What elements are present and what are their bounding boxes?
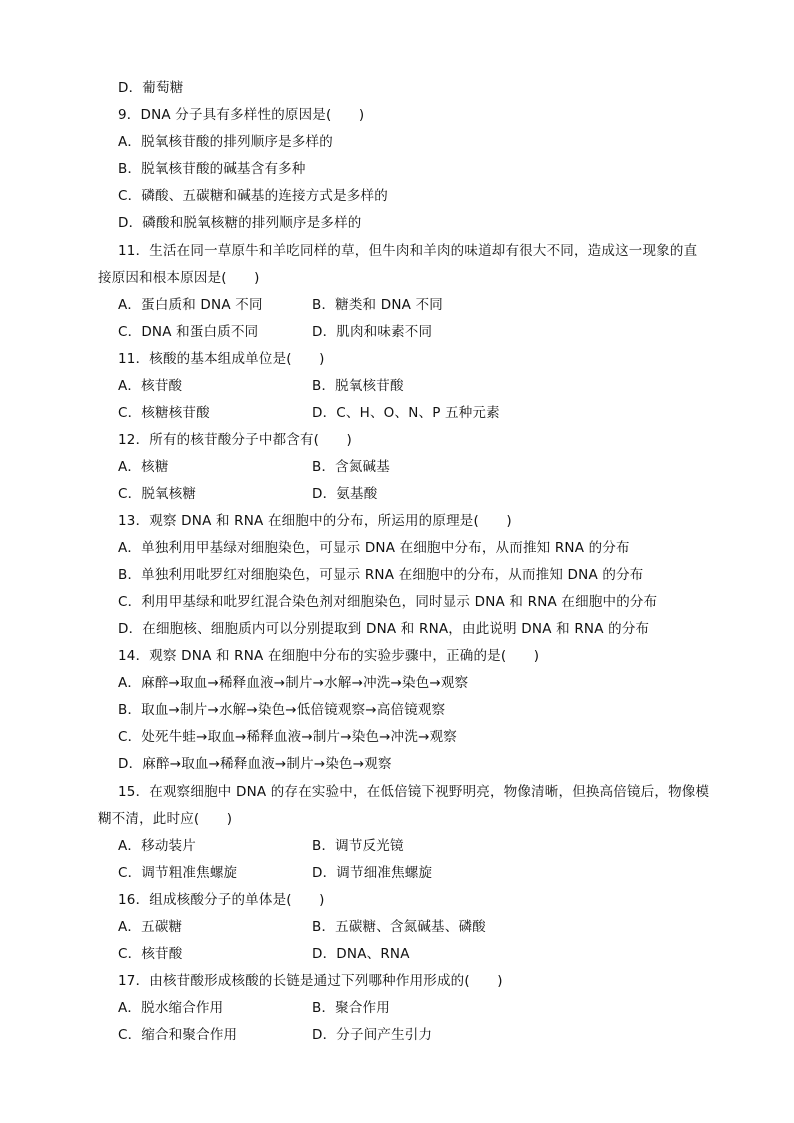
- option-11a-d: D．肌肉和味素不同: [312, 324, 433, 340]
- option-15b: B．调节反光镜: [312, 838, 404, 854]
- option-16c: C．核苷酸: [118, 946, 183, 962]
- question-16: 16．组成核酸分子的单体是( ): [118, 892, 325, 908]
- option-16b: B．五碳糖、含氮碱基、磷酸: [312, 919, 486, 935]
- question-13: 13．观察 DNA 和 RNA 在细胞中的分布，所运用的原理是( ): [118, 513, 512, 529]
- question-11a: 11．生活在同一草原牛和羊吃同样的草，但牛肉和羊肉的味道却有很大不同，造成这一现象的直: [118, 243, 698, 259]
- option-15a: A．移动装片: [118, 838, 196, 854]
- question-11b: 11．核酸的基本组成单位是( ): [118, 351, 325, 367]
- option-14d: D．麻醉→取血→稀释血液→制片→染色→观察: [118, 756, 392, 772]
- option-12b: B．含氮碱基: [312, 459, 390, 475]
- option-11a-a: A．蛋白质和 DNA 不同: [118, 297, 263, 313]
- option-12c: C．脱氧核糖: [118, 486, 197, 502]
- option-8d: D．葡萄糖: [118, 80, 184, 96]
- option-13a: A．单独利用甲基绿对细胞染色，可显示 DNA 在细胞中分布，从而推知 RNA 的分布: [118, 540, 630, 556]
- option-14c: C．处死牛蛙→取血→稀释血液→制片→染色→冲洗→观察: [118, 729, 457, 745]
- question-11a-cont: 接原因和根本原因是( ): [98, 270, 260, 286]
- option-17d: D．分子间产生引力: [312, 1027, 433, 1043]
- option-11a-b: B．糖类和 DNA 不同: [312, 297, 443, 313]
- question-9: 9．DNA 分子具有多样性的原因是( ): [118, 107, 365, 123]
- option-11b-d: D．C、H、O、N、P 五种元素: [312, 405, 500, 421]
- option-9a: A．脱氧核苷酸的排列顺序是多样的: [118, 134, 333, 150]
- option-13d: D．在细胞核、细胞质内可以分别提取到 DNA 和 RNA，由此说明 DNA 和 RNA 的分布: [118, 621, 650, 637]
- option-15c: C．调节粗准焦螺旋: [118, 865, 238, 881]
- option-17a: A．脱水缩合作用: [118, 1000, 224, 1016]
- option-9c: C．磷酸、五碳糖和碱基的连接方式是多样的: [118, 188, 388, 204]
- question-14: 14．观察 DNA 和 RNA 在细胞中分布的实验步骤中，正确的是( ): [118, 648, 540, 664]
- question-15-cont: 糊不清，此时应( ): [98, 811, 233, 827]
- question-17: 17．由核苷酸形成核酸的长链是通过下列哪种作用形成的( ): [118, 973, 503, 989]
- question-15: 15．在观察细胞中 DNA 的存在实验中，在低倍镜下视野明亮，物像清晰，但换高倍镜后，物像模: [118, 784, 710, 800]
- option-14b: B．取血→制片→水解→染色→低倍镜观察→高倍镜观察: [118, 702, 446, 718]
- option-17c: C．缩合和聚合作用: [118, 1027, 238, 1043]
- option-11b-a: A．核苷酸: [118, 378, 183, 394]
- option-11b-b: B．脱氧核苷酸: [312, 378, 404, 394]
- option-16d: D．DNA、RNA: [312, 946, 410, 962]
- option-12a: A．核糖: [118, 459, 169, 475]
- option-12d: D．氨基酸: [312, 486, 378, 502]
- option-9d: D．磷酸和脱氧核糖的排列顺序是多样的: [118, 215, 362, 231]
- option-15d: D．调节细准焦螺旋: [312, 865, 433, 881]
- option-16a: A．五碳糖: [118, 919, 183, 935]
- option-11b-c: C．核糖核苷酸: [118, 405, 210, 421]
- option-11a-c: C．DNA 和蛋白质不同: [118, 324, 259, 340]
- option-9b: B．脱氧核苷酸的碱基含有多种: [118, 161, 306, 177]
- option-17b: B．聚合作用: [312, 1000, 390, 1016]
- option-13b: B．单独利用吡罗红对细胞染色，可显示 RNA 在细胞中的分布，从而推知 DNA 的分布: [118, 567, 644, 583]
- option-13c: C．利用甲基绿和吡罗红混合染色剂对细胞染色，同时显示 DNA 和 RNA 在细胞中的分布: [118, 594, 658, 610]
- option-14a: A．麻醉→取血→稀释血液→制片→水解→冲洗→染色→观察: [118, 675, 469, 691]
- question-12: 12．所有的核苷酸分子中都含有( ): [118, 432, 353, 448]
